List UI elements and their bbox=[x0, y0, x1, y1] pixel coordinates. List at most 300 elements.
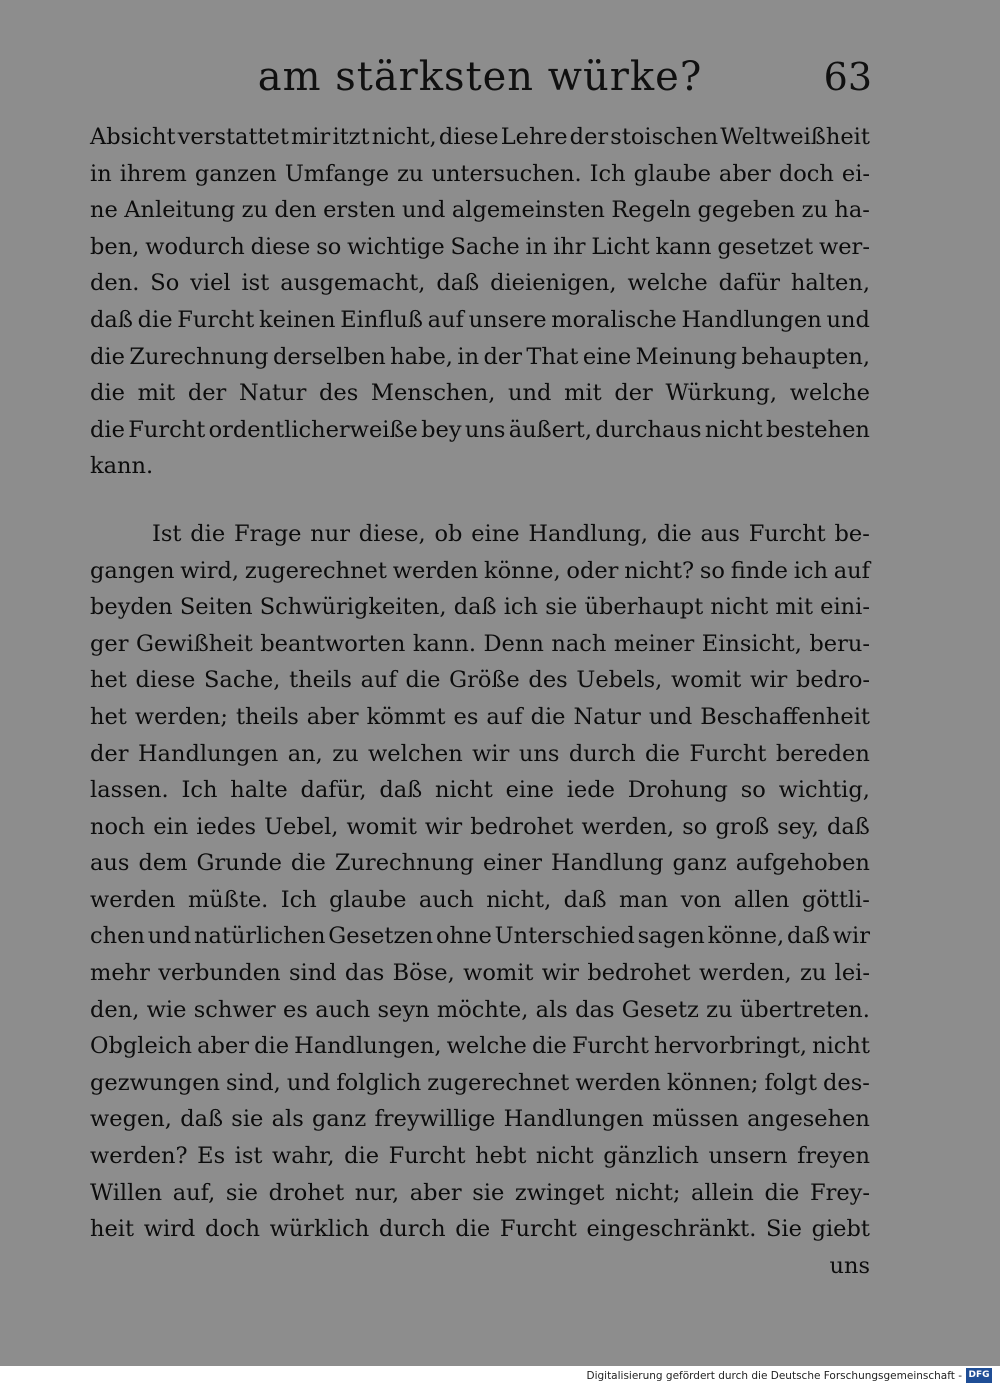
text-line bbox=[90, 265, 870, 302]
word: Handlungen bbox=[503, 1106, 644, 1133]
word: That bbox=[526, 343, 579, 370]
word: zu bbox=[799, 960, 827, 987]
word: wahr, bbox=[271, 1143, 335, 1170]
word: wir bbox=[832, 923, 870, 950]
word: Furcht bbox=[748, 520, 826, 547]
word: werden, bbox=[698, 960, 792, 987]
word: wegen, bbox=[90, 1106, 172, 1133]
text-line bbox=[90, 882, 870, 919]
word: ha- bbox=[834, 197, 870, 224]
word: Böse, bbox=[392, 960, 455, 987]
word: nach bbox=[551, 630, 607, 657]
word: mit bbox=[775, 594, 813, 621]
word: Seiten bbox=[179, 594, 253, 621]
word: mehr bbox=[90, 960, 150, 987]
word: doch bbox=[778, 160, 834, 187]
word: die bbox=[90, 416, 125, 443]
word: Furcht bbox=[177, 306, 255, 333]
word: die bbox=[90, 380, 125, 407]
word: das bbox=[575, 996, 615, 1023]
word: dafür, bbox=[300, 777, 367, 804]
word: stoischen bbox=[610, 124, 719, 150]
word: beantworten bbox=[260, 630, 406, 657]
word: heit bbox=[90, 1216, 135, 1243]
word: sey, bbox=[777, 813, 819, 840]
word: diese bbox=[250, 233, 311, 260]
word: ganzen bbox=[194, 160, 277, 187]
text-line bbox=[90, 156, 870, 193]
word: nicht; bbox=[615, 1179, 681, 1206]
word: nicht bbox=[535, 1143, 594, 1170]
word: und bbox=[648, 703, 693, 730]
word: und bbox=[508, 380, 552, 407]
word: eine bbox=[505, 777, 554, 804]
word: verbunden bbox=[158, 960, 281, 987]
word: itzt bbox=[332, 124, 370, 150]
body-text bbox=[90, 119, 870, 1284]
word: Licht bbox=[591, 233, 650, 260]
word: Anleitung bbox=[124, 197, 236, 224]
word: Ich bbox=[589, 160, 626, 187]
word: wir bbox=[541, 960, 579, 987]
word: werden bbox=[575, 1069, 661, 1096]
word: zwinget bbox=[514, 1179, 605, 1206]
text-line bbox=[90, 1211, 870, 1248]
word: werden; bbox=[134, 703, 228, 730]
word: gänzlich bbox=[603, 1143, 699, 1170]
word: habe, bbox=[390, 343, 453, 370]
text-line bbox=[90, 412, 870, 449]
text-line bbox=[90, 662, 870, 699]
word: die bbox=[137, 306, 173, 333]
word: den, bbox=[90, 996, 140, 1023]
word: überhaupt bbox=[584, 594, 704, 621]
word: Natur bbox=[238, 380, 307, 407]
word: So bbox=[150, 270, 180, 297]
word: nicht bbox=[434, 777, 493, 804]
word: Lehre bbox=[500, 124, 568, 150]
word: eingeschränkt. bbox=[586, 1216, 757, 1243]
word: hervorbringt, bbox=[654, 1033, 808, 1060]
word: ganz bbox=[312, 1106, 367, 1133]
word: sie bbox=[231, 1106, 264, 1133]
word: nicht bbox=[812, 1033, 870, 1060]
word: müssen bbox=[652, 1106, 739, 1133]
text-line bbox=[90, 1175, 870, 1212]
word: freywillige bbox=[374, 1106, 496, 1133]
word: durchaus bbox=[595, 416, 702, 443]
word: eini- bbox=[820, 594, 870, 621]
word: dieienigen, bbox=[490, 270, 617, 297]
word: ne bbox=[90, 197, 118, 224]
word: lei- bbox=[834, 960, 870, 987]
word: daß bbox=[563, 886, 607, 913]
word: Handlungen bbox=[137, 740, 279, 767]
word: die bbox=[344, 1143, 380, 1170]
word: kann. bbox=[90, 453, 154, 480]
word: Frey- bbox=[809, 1179, 870, 1206]
word: chen bbox=[90, 923, 145, 950]
word: wird, bbox=[180, 557, 240, 584]
word: nur, bbox=[354, 1179, 400, 1206]
word: werden, bbox=[581, 813, 675, 840]
text-line bbox=[90, 992, 870, 1029]
text-line bbox=[90, 1065, 870, 1102]
word: uns bbox=[464, 416, 506, 443]
word: werden bbox=[90, 886, 176, 913]
word: daß bbox=[787, 923, 830, 950]
word: Schwürigkeiten, bbox=[259, 594, 447, 621]
word: moralische bbox=[551, 306, 677, 333]
word: eine bbox=[582, 343, 632, 370]
word: Drohung bbox=[627, 777, 728, 804]
word: könne, bbox=[484, 557, 561, 584]
word: wir bbox=[424, 813, 463, 840]
word: ich bbox=[503, 594, 539, 621]
word: ob bbox=[434, 520, 463, 547]
word: durch bbox=[568, 740, 636, 767]
word: kömmt bbox=[366, 703, 446, 730]
word: sie bbox=[545, 594, 578, 621]
word: glaube bbox=[329, 886, 407, 913]
word: folgt bbox=[764, 1069, 817, 1096]
word: oder bbox=[566, 557, 619, 584]
word: freyen bbox=[797, 1143, 870, 1170]
word: daß bbox=[453, 594, 497, 621]
word: halten, bbox=[790, 270, 870, 297]
word: und bbox=[147, 923, 192, 950]
word: ei- bbox=[841, 160, 870, 187]
word: Sie bbox=[766, 1216, 802, 1243]
word: zugerechnet bbox=[427, 1069, 570, 1096]
word: auch bbox=[315, 996, 371, 1023]
word: müßte. bbox=[187, 886, 269, 913]
word: Denn bbox=[483, 630, 544, 657]
word: den bbox=[274, 197, 317, 224]
word: zu bbox=[397, 160, 424, 187]
word: mit bbox=[137, 380, 176, 407]
word: wodurch bbox=[145, 233, 245, 260]
word: den. bbox=[90, 270, 140, 297]
word: womit bbox=[346, 813, 417, 840]
word: Handlung, bbox=[528, 520, 649, 547]
word: der bbox=[483, 343, 522, 370]
word: und bbox=[286, 1069, 331, 1096]
word: Willen bbox=[90, 1179, 163, 1206]
word: nicht bbox=[704, 416, 763, 443]
word: wer- bbox=[818, 233, 870, 260]
word: mit bbox=[564, 380, 602, 407]
word: Weltweißheit bbox=[720, 124, 870, 150]
word: wird bbox=[143, 1216, 196, 1243]
word: untersuchen. bbox=[431, 160, 582, 187]
word: können; bbox=[666, 1069, 759, 1096]
word: welche bbox=[446, 1033, 527, 1060]
text-line bbox=[90, 845, 870, 882]
word: ordentlicherweiße bbox=[208, 416, 418, 443]
word: wie bbox=[146, 996, 187, 1023]
word: Gesetzen bbox=[328, 923, 434, 950]
word: das bbox=[344, 960, 385, 987]
word: sind bbox=[288, 960, 337, 987]
text-line bbox=[90, 516, 870, 553]
running-title: am stärksten würke? bbox=[257, 54, 703, 100]
word: Sache, bbox=[204, 667, 281, 694]
word: Gesetz bbox=[621, 996, 699, 1023]
word: der bbox=[90, 740, 129, 767]
word: gesetzet bbox=[717, 233, 814, 260]
word: Handlungen bbox=[681, 306, 822, 333]
text-line bbox=[90, 918, 870, 955]
word: übertreten. bbox=[739, 996, 870, 1023]
word: seyn bbox=[377, 996, 430, 1023]
word: womit bbox=[670, 667, 742, 694]
word: sie bbox=[472, 1179, 505, 1206]
text-line bbox=[90, 448, 870, 485]
word: angesehen bbox=[747, 1106, 870, 1133]
word: welche bbox=[627, 270, 708, 297]
word: viel bbox=[190, 270, 231, 297]
word: gangen bbox=[90, 557, 175, 584]
text-line bbox=[90, 192, 870, 229]
word: aber bbox=[718, 160, 771, 187]
word: die bbox=[254, 1033, 290, 1060]
dfg-logo: DFG bbox=[966, 1368, 992, 1383]
word: es bbox=[283, 996, 308, 1023]
word: aus bbox=[90, 850, 130, 877]
word: des bbox=[319, 380, 359, 407]
word: keinen bbox=[259, 306, 336, 333]
word: daß bbox=[436, 270, 480, 297]
word: het bbox=[90, 667, 127, 694]
word: in bbox=[90, 160, 112, 187]
word: äußert, bbox=[508, 416, 592, 443]
word: könne, bbox=[707, 923, 785, 950]
word: unsern bbox=[708, 1143, 788, 1170]
word: zugerechnet bbox=[244, 557, 387, 584]
word: giebt bbox=[811, 1216, 870, 1243]
word: aber bbox=[409, 1179, 462, 1206]
word: Einsicht, bbox=[701, 630, 802, 657]
word: daß bbox=[379, 777, 423, 804]
word: halte bbox=[230, 777, 288, 804]
word: allein bbox=[691, 1179, 754, 1206]
word: ich bbox=[793, 557, 828, 584]
word: iedes bbox=[196, 813, 257, 840]
word: folglich bbox=[336, 1069, 422, 1096]
word: kann. bbox=[412, 630, 477, 657]
text-line bbox=[90, 1028, 870, 1065]
word: so bbox=[682, 813, 708, 840]
word: glaube bbox=[633, 160, 711, 187]
word: uns bbox=[829, 1252, 870, 1279]
text-line bbox=[90, 955, 870, 992]
word: wir bbox=[472, 740, 510, 767]
word: bey bbox=[421, 416, 462, 443]
catchword bbox=[90, 1248, 870, 1285]
word: beyden bbox=[90, 594, 173, 621]
page-number: 63 bbox=[823, 55, 872, 99]
text-line bbox=[90, 1101, 870, 1138]
word: Umfange bbox=[284, 160, 390, 187]
word: algemeinsten bbox=[451, 197, 605, 224]
text-line bbox=[90, 375, 870, 412]
word: Ich bbox=[181, 777, 218, 804]
word: möchte, bbox=[436, 996, 529, 1023]
text-line bbox=[90, 736, 870, 773]
word: mir bbox=[291, 124, 331, 150]
word: des bbox=[528, 667, 568, 694]
word: het bbox=[90, 703, 127, 730]
word: Obgleich bbox=[90, 1033, 193, 1060]
word: Uebels, bbox=[576, 667, 663, 694]
word: ohne bbox=[435, 923, 492, 950]
word: wichtig, bbox=[778, 777, 870, 804]
word: uns bbox=[518, 740, 560, 767]
word: groß bbox=[715, 813, 770, 840]
word: werden bbox=[392, 557, 479, 584]
word: Größe bbox=[449, 667, 520, 694]
text-line bbox=[90, 772, 870, 809]
word: Regeln bbox=[611, 197, 692, 224]
text-line bbox=[90, 302, 870, 339]
word: des- bbox=[823, 1069, 870, 1096]
word: der bbox=[187, 380, 227, 407]
word: so bbox=[740, 777, 766, 804]
word: die bbox=[656, 520, 692, 547]
word: so bbox=[316, 233, 342, 260]
word: die bbox=[290, 850, 326, 877]
word: Frage bbox=[233, 520, 302, 547]
word: Furcht bbox=[499, 1216, 577, 1243]
word: aber bbox=[306, 703, 359, 730]
word: verstattet bbox=[177, 124, 289, 150]
word: zu bbox=[332, 740, 359, 767]
word: diese bbox=[438, 124, 499, 150]
word: ausgemacht, bbox=[280, 270, 426, 297]
word: Meinung bbox=[635, 343, 738, 370]
word: ist bbox=[241, 270, 270, 297]
word: be- bbox=[834, 520, 870, 547]
word: und bbox=[402, 197, 446, 224]
word: die bbox=[405, 667, 441, 694]
word: zu bbox=[801, 197, 828, 224]
word: aber bbox=[197, 1033, 250, 1060]
word: ist bbox=[234, 1143, 263, 1170]
word: Handlungen, bbox=[294, 1033, 442, 1060]
word: der bbox=[569, 124, 609, 150]
word: ihr bbox=[553, 233, 586, 260]
digitization-footer bbox=[0, 1366, 1000, 1386]
word: die bbox=[764, 1179, 800, 1206]
word: drohet bbox=[268, 1179, 345, 1206]
word: nicht, bbox=[486, 886, 552, 913]
word: dem bbox=[138, 850, 188, 877]
word: bedro- bbox=[795, 667, 870, 694]
word: nicht bbox=[710, 594, 769, 621]
word: meiner bbox=[613, 630, 695, 657]
word: die bbox=[530, 703, 566, 730]
word: Furcht bbox=[689, 740, 767, 767]
word: die bbox=[645, 740, 680, 767]
word: behaupten, bbox=[741, 343, 870, 370]
word: eine bbox=[471, 520, 520, 547]
word: diese bbox=[135, 667, 196, 694]
word: ein bbox=[153, 813, 189, 840]
word: lassen. bbox=[90, 777, 169, 804]
word: daß bbox=[826, 813, 870, 840]
word: Ist bbox=[152, 520, 182, 547]
word: die bbox=[190, 520, 226, 547]
word: Uebel, bbox=[264, 813, 339, 840]
word: Furcht bbox=[128, 416, 206, 443]
text-line bbox=[90, 339, 870, 376]
word: wir bbox=[750, 667, 788, 694]
text-line bbox=[90, 229, 870, 266]
word: sind, bbox=[226, 1069, 281, 1096]
word: bedrohet bbox=[587, 960, 691, 987]
text-line bbox=[90, 589, 870, 626]
word: Furcht bbox=[571, 1033, 649, 1060]
word: sagen bbox=[637, 923, 705, 950]
word: auf, bbox=[172, 1179, 216, 1206]
word: iede bbox=[566, 777, 615, 804]
word: Handlung bbox=[551, 850, 664, 877]
word: die bbox=[531, 1033, 567, 1060]
word: natürlichen bbox=[193, 923, 326, 950]
word: ganz bbox=[672, 850, 727, 877]
word: Menschen, bbox=[370, 380, 496, 407]
word: ersten bbox=[323, 197, 396, 224]
word: nur bbox=[310, 520, 350, 547]
word: Absicht bbox=[90, 124, 176, 150]
word: aus bbox=[700, 520, 740, 547]
word: daß bbox=[90, 306, 133, 333]
text-line bbox=[90, 1138, 870, 1175]
word: nicht, bbox=[371, 124, 437, 150]
word: auf bbox=[833, 557, 870, 584]
word: an, bbox=[287, 740, 323, 767]
footer-credit: Digitalisierung gefördert durch die Deutsche Forschungsgemeinschaft - bbox=[586, 1370, 962, 1382]
word: ihrem bbox=[119, 160, 187, 187]
word: die bbox=[455, 1216, 491, 1243]
word: derselben bbox=[272, 343, 386, 370]
word: daß bbox=[180, 1106, 224, 1133]
text-line bbox=[90, 553, 870, 590]
word: man bbox=[618, 886, 669, 913]
word: so bbox=[699, 557, 725, 584]
word: diese, bbox=[358, 520, 426, 547]
word: als bbox=[535, 996, 568, 1023]
word: durch bbox=[378, 1216, 446, 1243]
word: Unterschied bbox=[494, 923, 635, 950]
word: Zurechnung bbox=[334, 850, 474, 877]
word: in bbox=[525, 233, 548, 260]
paragraph-gap bbox=[90, 485, 870, 516]
word: Einfluß bbox=[340, 306, 423, 333]
word: werden? bbox=[90, 1143, 188, 1170]
word: zu bbox=[706, 996, 733, 1023]
word: ger bbox=[90, 630, 129, 657]
word: zu bbox=[241, 197, 268, 224]
word: der bbox=[614, 380, 653, 407]
word: noch bbox=[90, 813, 146, 840]
word: dafür bbox=[718, 270, 780, 297]
word: beru- bbox=[809, 630, 870, 657]
word: kann bbox=[655, 233, 712, 260]
word: auf bbox=[360, 667, 397, 694]
text-line bbox=[90, 119, 870, 156]
